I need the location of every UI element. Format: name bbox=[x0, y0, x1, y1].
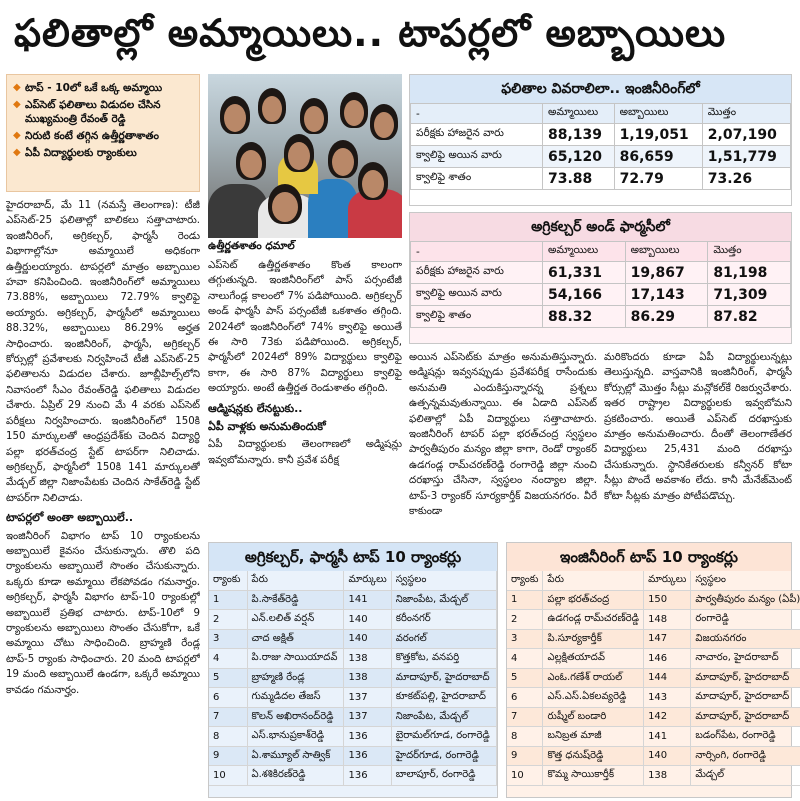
rank-table bbox=[507, 571, 800, 786]
article-paragraph: ఎప్‌సెట్ ఉత్తీర్ణతశాతం కొంత కాలంగా తగ్గుతున్నది. ఇంజినీరింగ్‌లో పాస్ పర్సంటేజీ నాలుగేండ్ల కాలంలో 7% పడిపోయింది. అగ్రికల్చర్ అండ్ ఫార్మసీ పాస్ పర్సంటేజీ ఒకశాతం తగ్గింది. 2024లో ఇంజినీరింగ్‌లో 74% క్వాలిఫై అయితే ఈ సారి 73కు పడిపోయింది. అగ్రికల్చర్, ఫార్మసీలో 2024లో 89% విద్యార్థులు క్వాలిఫై కాగా, ఈ సారి 87% విద్యార్థులు క్వాలిఫై అయ్యారు. అంటే ఉత్తీర్ణత రెండుశాతం తగ్గింది. bbox=[208, 260, 402, 395]
marks-cell: 138 bbox=[344, 649, 391, 669]
rank-cell: 2 bbox=[209, 610, 247, 630]
table-title: అగ్రికల్చర్, ఫార్మసీ టాప్ 10 ర్యాంకర్లు bbox=[209, 543, 497, 571]
row-label: క్వాలిఫై అయిన వారు bbox=[411, 146, 543, 168]
hometown-cell: కరీంనగర్ bbox=[391, 610, 496, 630]
highlight-item: ◆ ఎప్‌సెట్ ఫలితాలు విడుదల చేసిన ముఖ్యమంత్రి రేవంత్ రెడ్డి bbox=[13, 99, 161, 125]
hometown-cell: మేడ్చల్ bbox=[691, 766, 800, 786]
hometown-cell: నాచారం, హైదరాబాద్ bbox=[691, 649, 800, 669]
row-label: పరీక్షకు హాజరైన వారు bbox=[411, 124, 543, 146]
table-row bbox=[507, 707, 800, 727]
hometown-cell: హైదర్‌గూడ, రంగారెడ్డి bbox=[391, 746, 496, 766]
photo-caption: ఉత్తీర్ణతశాతం ధమాల్ bbox=[208, 240, 295, 252]
marks-cell: 141 bbox=[344, 590, 391, 610]
header-cell: అబ్బాయిలు bbox=[614, 104, 702, 124]
header-cell: ర్యాంకు bbox=[209, 571, 247, 590]
cell-value: 65,120 bbox=[543, 146, 615, 168]
cell-value: 72.79 bbox=[614, 168, 702, 190]
marks-cell: 136 bbox=[344, 727, 391, 747]
name-cell: ఉడగండ్ల రామ్‌చరణ్‌రెడ్డి bbox=[543, 610, 644, 630]
table-header-row bbox=[209, 571, 497, 590]
name-cell: కొత్త ధనుష్‌రెడ్డి bbox=[543, 746, 644, 766]
cell-value: 1,51,779 bbox=[702, 146, 790, 168]
table-row bbox=[209, 766, 497, 786]
marks-cell: 142 bbox=[644, 707, 691, 727]
name-cell: ఎస్.ఎస్.ఏకలవ్యరెడ్డి bbox=[543, 688, 644, 708]
article-subhead: ఏపీ వాళ్లకు అనుమతిందుకో bbox=[208, 420, 326, 434]
bullet-icon: ◆ bbox=[13, 82, 21, 93]
rank-cell: 7 bbox=[507, 707, 543, 727]
cell-value: 1,19,051 bbox=[614, 124, 702, 146]
marks-cell: 143 bbox=[644, 688, 691, 708]
table-row bbox=[411, 146, 791, 168]
header-cell: స్వస్థలం bbox=[691, 571, 800, 590]
highlights-box bbox=[6, 74, 200, 192]
table-row bbox=[507, 746, 800, 766]
header-cell: - bbox=[411, 104, 543, 124]
marks-cell: 150 bbox=[644, 590, 691, 610]
article-subhead: ఆడ్మిషన్లకు లేనట్టుకు.. bbox=[208, 401, 303, 415]
rank-cell: 1 bbox=[209, 590, 247, 610]
table-title: ఇంజినీరింగ్ టాప్ 10 ర్యాంకర్లు bbox=[507, 543, 791, 571]
article-paragraph: మరికొందరు కూడా ఏపీ విద్యార్థులున్నట్లు తెలుస్తున్నది. వాస్తవానికి ఇంజినీరింగ్, ఫార్మసీ కోర్సుల్లో మొత్తం సీట్లు మన్లోకల్‌కే రిజర్వుచేశారు. ఇతర రాష్ట్రాల విద్యార్థులకు ఇవ్వబోమని ప్రకటించారు. అయితే ఎప్‌సెట్ దరఖాస్తుకు మాత్రం అనుమతించారు. దీంతో తెలంగాణేతర విద్యార్థులు 25,431 మంది దరఖాస్తు చేసుకున్నారు. స్థానికేతరులకు కన్వీనర్ కోటా సీట్లు పొందే అవకాశం లేదు. కానీ మేనేజ్‌మెంట్ కోటా సీట్లకు మాత్రం పోటీపడొచ్చు. bbox=[604, 352, 792, 502]
engineering-results-table bbox=[409, 74, 792, 206]
table-title: అగ్రికల్చర్ అండ్ ఫార్మసీలో bbox=[410, 213, 791, 241]
cell-value: 61,331 bbox=[543, 262, 626, 284]
highlight-item: ◆ నిరుటి కంటే తగ్గిన ఉత్తీర్ణతాశాతం bbox=[13, 130, 159, 142]
name-cell: బ్రాహ్మణి రేండ్ల bbox=[247, 668, 344, 688]
marks-cell: 137 bbox=[344, 707, 391, 727]
stat-table bbox=[410, 241, 791, 328]
name-cell: ఎల్లక్షితయాదవ్ bbox=[543, 649, 644, 669]
header-cell: ర్యాంకు bbox=[507, 571, 543, 590]
cell-value: 81,198 bbox=[708, 262, 791, 284]
table-row bbox=[507, 688, 800, 708]
table-row bbox=[507, 610, 800, 630]
table-row bbox=[209, 629, 497, 649]
rank-cell: 3 bbox=[507, 629, 543, 649]
agriculture-results-table bbox=[409, 212, 792, 344]
table-header-row bbox=[411, 104, 791, 124]
table-row bbox=[411, 262, 791, 284]
table-header-row bbox=[507, 571, 800, 590]
name-cell: పి.రాజు సాయియాదవ్ bbox=[247, 649, 344, 669]
name-cell: ఏ.శామ్యూల్ సాత్విక్ bbox=[247, 746, 344, 766]
row-label: క్వాలిఫై శాతం bbox=[411, 168, 543, 190]
cell-value: 54,166 bbox=[543, 284, 626, 306]
name-cell: చాద అక్షిత్ bbox=[247, 629, 344, 649]
cell-value: 86.29 bbox=[625, 306, 708, 328]
rank-cell: 1 bbox=[507, 590, 543, 610]
marks-cell: 148 bbox=[644, 610, 691, 630]
hometown-cell: మాదాపూర్, హైదరాబాద్ bbox=[691, 688, 800, 708]
marks-cell: 147 bbox=[644, 629, 691, 649]
marks-cell: 137 bbox=[344, 688, 391, 708]
marks-cell: 138 bbox=[344, 668, 391, 688]
cell-value: 17,143 bbox=[625, 284, 708, 306]
name-cell: ఎస్.భానుప్రకాశ్‌రెడ్డి bbox=[247, 727, 344, 747]
hometown-cell: పార్వతీపురం మన్యం (ఏపీ) bbox=[691, 590, 800, 610]
table-title: ఫలితాల వివరాలిలా.. ఇంజినీరింగ్‌లో bbox=[410, 75, 791, 103]
highlight-item: ◆ టాప్ - 10లో ఒకే ఒక్క అమ్మాయి bbox=[13, 82, 163, 94]
hometown-cell: బాలాపూర్, రంగారెడ్డి bbox=[391, 766, 496, 786]
hometown-cell: వరంగల్ bbox=[391, 629, 496, 649]
table-row bbox=[209, 590, 497, 610]
highlight-item: ◆ ఏపీ విద్యార్థులకు ర్యాంకులు bbox=[13, 147, 137, 159]
article-column-3 bbox=[409, 350, 597, 538]
rank-cell: 4 bbox=[209, 649, 247, 669]
table-row bbox=[507, 649, 800, 669]
marks-cell: 140 bbox=[344, 610, 391, 630]
cell-value: 73.88 bbox=[543, 168, 615, 190]
students-celebration-photo bbox=[208, 74, 402, 238]
table-row bbox=[507, 590, 800, 610]
cell-value: 2,07,190 bbox=[702, 124, 790, 146]
rank-cell: 5 bbox=[507, 668, 543, 688]
header-cell: పేరు bbox=[543, 571, 644, 590]
cell-value: 19,867 bbox=[625, 262, 708, 284]
rank-cell: 4 bbox=[507, 649, 543, 669]
cell-value: 86,659 bbox=[614, 146, 702, 168]
cell-value: 88,139 bbox=[543, 124, 615, 146]
article-paragraph: ఏపీ విద్యార్థులకు తెలంగాణలో అడ్మిషన్లు ఇవ్వబోమన్నారు. కానీ ప్రవేశ పరీక్ష bbox=[208, 439, 402, 466]
table-row bbox=[209, 746, 497, 766]
header-cell: మొత్తం bbox=[708, 242, 791, 262]
name-cell: ఏ.శశికిరణ్‌రెడ్డి bbox=[247, 766, 344, 786]
bullet-icon: ◆ bbox=[13, 147, 21, 158]
row-label: పరీక్షకు హాజరైన వారు bbox=[411, 262, 543, 284]
table-row bbox=[209, 649, 497, 669]
bullet-icon: ◆ bbox=[13, 130, 21, 141]
stat-table bbox=[410, 103, 791, 190]
table-row bbox=[209, 610, 497, 630]
header-cell: మార్కులు bbox=[644, 571, 691, 590]
header-cell: పేరు bbox=[247, 571, 344, 590]
rank-cell: 10 bbox=[507, 766, 543, 786]
article-paragraph: హైదరాబాద్, మే 11 (నమస్తే తెలంగాణ): టీజీ ఎప్‌సెట్-25 ఫలితాల్లో బాలికలు సత్తాచాటారు. ఇంజినీరింగ్, అగ్రికల్చర్, ఫార్మసీ రెండు విభాగాల్లోనూ అమ్మాయిలే అధికంగా ఉత్తీర్ణులయ్యారు. టాపర్లలో మాత్రం అబ్బాయిల హవా కనిపించింది. ఇంజినీరింగ్‌లో అమ్మాయిలు 73.88%, అబ్బాయిలు 72.79% క్వాలిఫై అయ్యారు. అగ్రికల్చర్, ఫార్మసీలో అమ్మాయిలు 88.32%, అబ్బాయిలు 86.29% అర్హత సాధించారు. ఇంజినీరింగ్, ఫార్మసీ, అగ్రికల్చర్ కోర్సుల్లో ప్రవేశాలకు నిర్వహించే టీజీ ఎప్‌సెట్-25 ఫలితాలను విడుదల చేశారు. జూబ్లీహిల్స్‌లోని నివాసంలో సీఎం రేవంత్‌రెడ్డి ఫలితాలు విడుదల చేశారు. ఏప్రిల్ 29 నుంచి మే 4 వరకు ఎప్‌సెట్ పరీక్షలు నిర్వహించారు. ఇంజినీరింగ్‌లో 150కి 150 మార్కులతో ఆంధ్రప్రదేశ్‌కు చెందిన విద్యార్థి పల్లా భరత్‌చంద్ర స్టేట్ టాపర్‌గా నిలిచాడు. అగ్రికల్చర్, ఫార్మసీలో 150కి 141 మార్కులతో మేడ్చల్ జిల్లా నిజాంపేటకు చెందిన సాకేత్‌రెడ్డి స్టేట్ టాపర్‌గా నిలిచాడు. bbox=[6, 200, 200, 504]
table-row bbox=[411, 168, 791, 190]
rank-cell: 10 bbox=[209, 766, 247, 786]
marks-cell: 136 bbox=[344, 746, 391, 766]
rank-cell: 9 bbox=[209, 746, 247, 766]
row-label: క్వాలిఫై శాతం bbox=[411, 306, 543, 328]
article-column-1 bbox=[6, 198, 200, 798]
hometown-cell: మాదాపూర్, హైదరాబాద్ bbox=[691, 707, 800, 727]
header-cell: అబ్బాయిలు bbox=[625, 242, 708, 262]
hometown-cell: బైరామల్‌గూడ, రంగారెడ్డి bbox=[391, 727, 496, 747]
table-row bbox=[209, 727, 497, 747]
header-cell: అమ్మాయిలు bbox=[543, 104, 615, 124]
table-row bbox=[209, 707, 497, 727]
hometown-cell: నిజాంపేట, మేడ్చల్ bbox=[391, 590, 496, 610]
marks-cell: 140 bbox=[344, 629, 391, 649]
marks-cell: 141 bbox=[644, 727, 691, 747]
hometown-cell: నిజాంపేట, మేడ్చల్ bbox=[391, 707, 496, 727]
name-cell: కొలన్ అఖిరానంద్‌రెడ్డి bbox=[247, 707, 344, 727]
article-paragraph: అయిన ఎప్‌సెట్‌కు మాత్రం అనుమతిస్తున్నారు. అడ్మిషన్లు ఇవ్వనప్పుడు ప్రవేశపరీక్ష రాసేందుకు అనుమతి ఎందుకిస్తున్నారన్న ప్రశ్నలు ఉత్పన్నమవుతున్నాయి. ఈ ఏడాది ఎప్‌సెట్ ఫలితాల్లో ఏపీ విద్యార్థులు సత్తాచాటారు. ఇంజినీరింగ్ టాపర్ పల్లా భరత్‌చంద్ర స్వస్థలం పార్వతీపురం మన్యం జిల్లా కాగా, రెండో ర్యాంకర్ ఉడగండ్ల రామ్‌చరణ్‌రెడ్డి రంగారెడ్డి జిల్లా నుంచి దరఖాస్తు చేసినా, స్వస్థలం నంద్యాల జిల్లా. టాప్-3 ర్యాంకర్ సూర్యకార్తీక్ విజయనగరం. వీరే కాకుండా bbox=[409, 352, 597, 518]
name-cell: రుష్మీల్ బండారి bbox=[543, 707, 644, 727]
name-cell: ఎంఓ.గణేశ్ రాయల్ bbox=[543, 668, 644, 688]
rank-cell: 5 bbox=[209, 668, 247, 688]
rank-cell: 8 bbox=[209, 727, 247, 747]
header-cell: మార్కులు bbox=[344, 571, 391, 590]
table-row bbox=[411, 284, 791, 306]
marks-cell: 140 bbox=[644, 746, 691, 766]
name-cell: గుమ్మడిదల తేజస్ bbox=[247, 688, 344, 708]
article-column-2 bbox=[208, 258, 402, 538]
rank-cell: 6 bbox=[209, 688, 247, 708]
hometown-cell: మాదాపూర్, హైదరాబాద్ bbox=[691, 668, 800, 688]
cell-value: 87.82 bbox=[708, 306, 791, 328]
hometown-cell: విజయనగరం bbox=[691, 629, 800, 649]
table-row bbox=[209, 688, 497, 708]
article-paragraph: ఇంజినీరింగ్ విభాగం టాప్ 10 ర్యాంకులను అబ్బాయిలే కైవసం చేసుకున్నారు. తొలి పది ర్యాంకులను అబ్బాయిలే సొంతం చేసుకున్నారు. ఒక్కరు కూడా అమ్మాయి లేకపోవడం గమనార్హం. అగ్రికల్చర్, ఫార్మసీ విభాగం టాప్-10 ర్యాంకుల్లో అబ్బాయిలే ప్రతిభ చాటారు. టాప్-10లో 9 ర్యాంకులను అబ్బాయిలు సొంతం చేసుకోగా, ఒకే అమ్మాయి చోటు సాధించింది. బ్రాహ్మణి రేండ్ల టాప్-5 ర్యాంకు సాధించారు. 20 మంది టాపర్లలో 19 మంది అబ్బాయిలే ఉండగా, ఒక్కరే అమ్మాయి కావడం గమనార్హం. bbox=[6, 530, 200, 696]
marks-cell: 136 bbox=[344, 766, 391, 786]
agriculture-rankers-table bbox=[208, 542, 498, 798]
hometown-cell: నార్సింగి, రంగారెడ్డి bbox=[691, 746, 800, 766]
marks-cell: 138 bbox=[644, 766, 691, 786]
article-subhead: టాపర్లలో అంతా అబ్బాయిలే.. bbox=[6, 511, 134, 525]
table-row bbox=[507, 668, 800, 688]
article-column-4 bbox=[604, 350, 792, 538]
rank-cell: 9 bbox=[507, 746, 543, 766]
header-cell: స్వస్థలం bbox=[391, 571, 496, 590]
header-cell: - bbox=[411, 242, 543, 262]
table-row bbox=[411, 124, 791, 146]
table-row bbox=[411, 306, 791, 328]
headline: ఫలితాల్లో అమ్మాయిలు.. టాపర్లలో అబ్బాయిలు bbox=[14, 11, 727, 55]
row-label: క్వాలిఫై అయిన వారు bbox=[411, 284, 543, 306]
hometown-cell: రంగారెడ్డి bbox=[691, 610, 800, 630]
name-cell: పి.సాకేత్‌రెడ్డి bbox=[247, 590, 344, 610]
name-cell: కొమ్మ సాయికార్తీక్ bbox=[543, 766, 644, 786]
table-header-row bbox=[411, 242, 791, 262]
hometown-cell: మాదాపూర్, హైదరాబాద్ bbox=[391, 668, 496, 688]
rank-cell: 3 bbox=[209, 629, 247, 649]
name-cell: పి.సూర్యకార్తీక్ bbox=[543, 629, 644, 649]
cell-value: 73.26 bbox=[702, 168, 790, 190]
marks-cell: 146 bbox=[644, 649, 691, 669]
rank-cell: 2 bbox=[507, 610, 543, 630]
rank-cell: 7 bbox=[209, 707, 247, 727]
name-cell: ఎన్.లలిత్ వర్షన్ bbox=[247, 610, 344, 630]
name-cell: బనిబ్రత మాజీ bbox=[543, 727, 644, 747]
engineering-rankers-table bbox=[506, 542, 800, 798]
hometown-cell: కొత్తకోట, వనపర్తి bbox=[391, 649, 496, 669]
hometown-cell: కూకట్‌పల్లి, హైదరాబాద్ bbox=[391, 688, 496, 708]
bullet-icon: ◆ bbox=[13, 99, 21, 110]
cell-value: 71,309 bbox=[708, 284, 791, 306]
marks-cell: 144 bbox=[644, 668, 691, 688]
table-row bbox=[507, 727, 800, 747]
header-cell: అమ్మాయిలు bbox=[543, 242, 626, 262]
hometown-cell: బడంగ్‌పేట, రంగారెడ్డి bbox=[691, 727, 800, 747]
table-row bbox=[507, 629, 800, 649]
table-row bbox=[209, 668, 497, 688]
cell-value: 88.32 bbox=[543, 306, 626, 328]
name-cell: పల్లా భరత్‌చంద్ర bbox=[543, 590, 644, 610]
rank-cell: 8 bbox=[507, 727, 543, 747]
rank-table bbox=[209, 571, 497, 786]
table-row bbox=[507, 766, 800, 786]
header-cell: మొత్తం bbox=[702, 104, 790, 124]
rank-cell: 6 bbox=[507, 688, 543, 708]
